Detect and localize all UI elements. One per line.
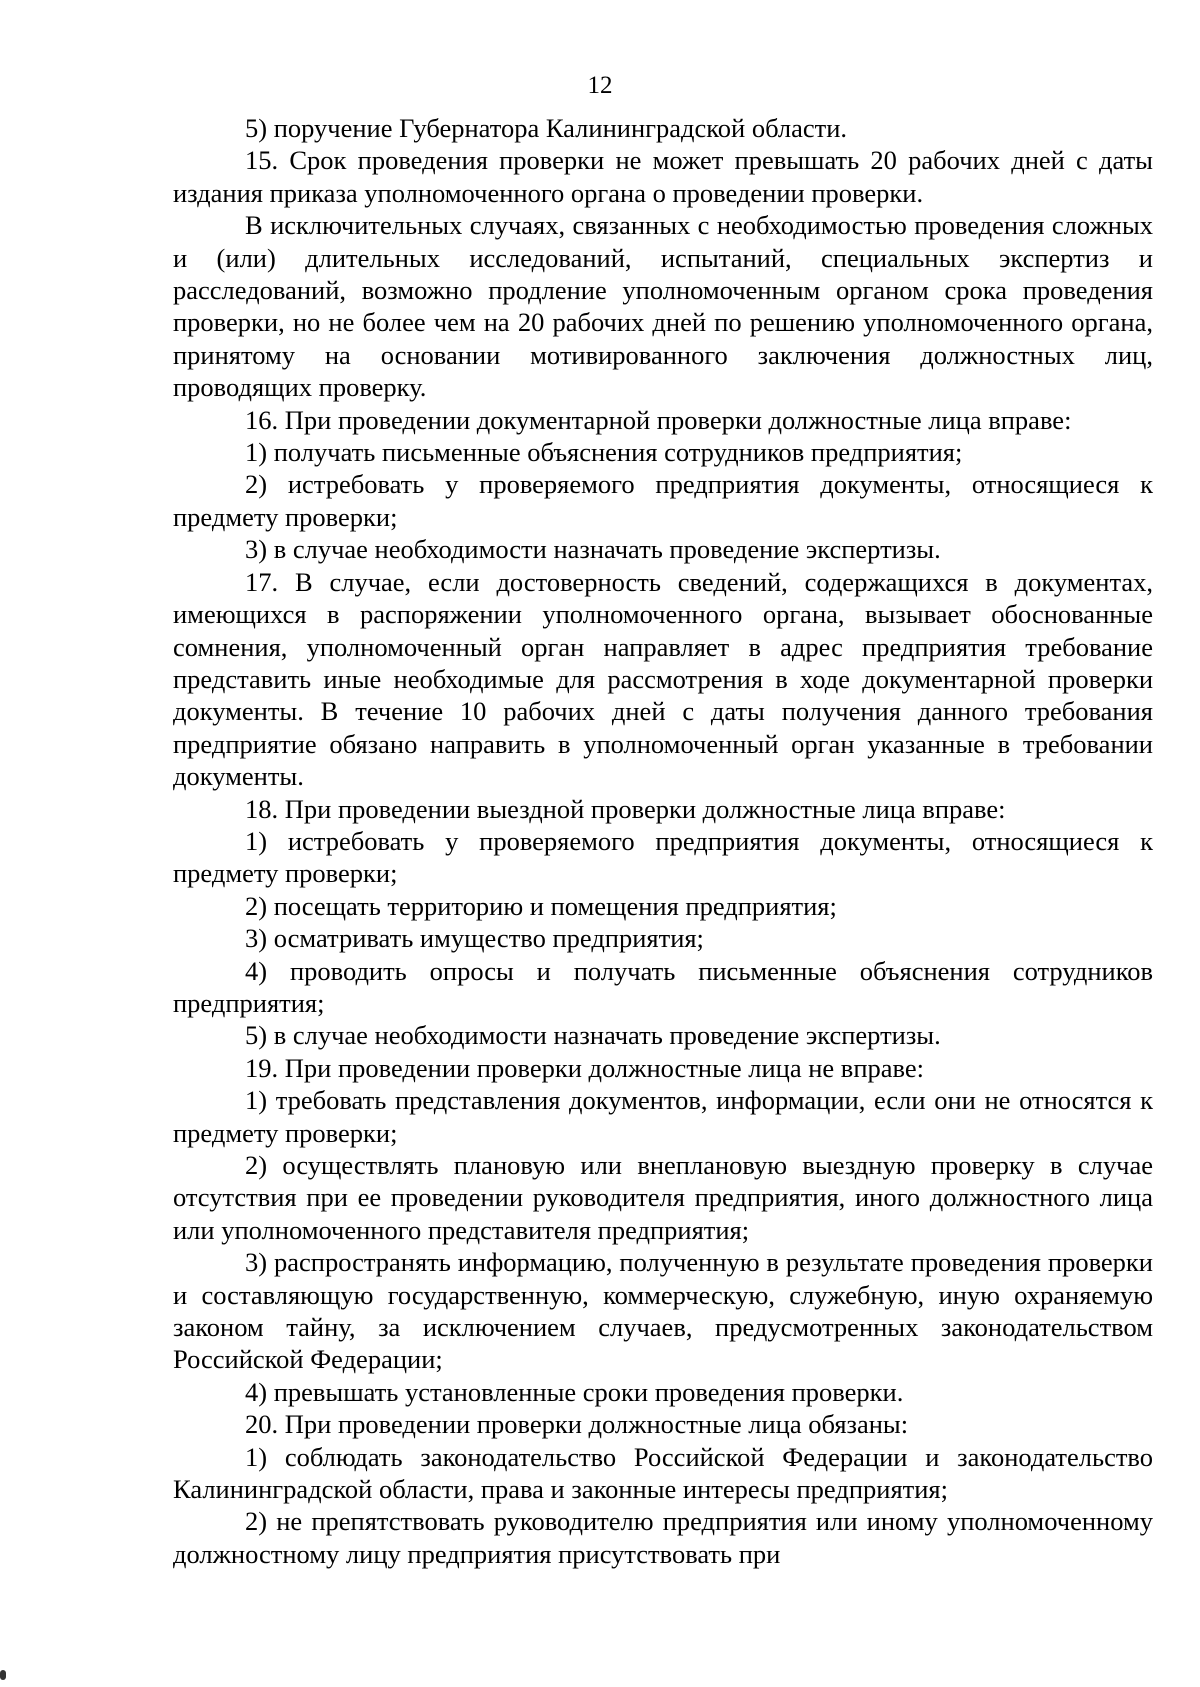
paragraph: 5) поручение Губернатора Калининградской области. [245, 113, 848, 143]
paragraph: 1) получать письменные объяснения сотрудников предприятия; [245, 437, 963, 468]
paragraph: 19. При проведении проверки должностные лица не вправе: [245, 1052, 924, 1083]
paragraph: 4) превышать установленные сроки проведения проверки. [245, 1376, 904, 1407]
paragraph: 2) истребовать у проверяемого предприятия документы, относящиеся к предмету проверки; [173, 469, 1153, 532]
paragraph: 2) осуществлять плановую или внеплановую выездную проверку в случае отсутствия при ее проведении руководителя предприятия, иного должностного лица или уполномоченного представителя предприятия; [173, 1150, 1153, 1245]
paragraph: 4) проводить опросы и получать письменные объяснения сотрудников предприятия; [173, 955, 1153, 1018]
paragraph: 18. При проведении выездной проверки должностные лица вправе: [245, 793, 1006, 824]
paragraph: 2) посещать территорию и помещения предприятия; [245, 890, 837, 921]
paragraph: 5) в случае необходимости назначать проведение экспертизы. [245, 1020, 941, 1051]
paragraph: 2) не препятствовать руководителю предприятия или иному уполномоченному должностному лицу предприятия присутствовать при [173, 1506, 1153, 1569]
paragraph: 3) распространять информацию, полученную в результате проведения проверки и составляющую государственную, коммерческую, служебную, иную охраняемую законом тайну, за исключением случаев, предусмотренных законодательством Российской Федерации; [173, 1247, 1153, 1375]
paragraph: 20. При проведении проверки должностные лица обязаны: [245, 1409, 909, 1440]
paragraph: 17. В случае, если достоверность сведений, содержащихся в документах, имеющихся в распоряжении уполномоченного органа, вызывает обоснованные сомнения, уполномоченный орган направляет в адрес предприятия требование представить иные необходимые для рассмотрения в ходе документарной проверки документы. В течение 10 рабочих дней с даты получения данного требования предприятие обязано направить в уполномоченный орган указанные в требовании документы. [173, 566, 1153, 792]
paragraph: 1) соблюдать законодательство Российской Федерации и законодательство Калининградской области, права и законные интересы предприятия; [173, 1441, 1153, 1505]
paragraph: 3) в случае необходимости назначать проведение экспертизы. [245, 534, 941, 565]
paragraph: 1) требовать представления документов, информации, если они не относятся к предмету проверки; [173, 1085, 1153, 1148]
paragraph: В исключительных случаях, связанных с необходимостью проведения сложных и (или) длительных исследований, испытаний, специальных экспертиз и расследований, возможно продление уполномоченным органом срока проведения проверки, но не более чем на 20 рабочих дней по решению уполномоченного органа, принятому на основании мотивированного заключения должностных лиц, проводящих проверку. [173, 210, 1153, 403]
paragraph: 16. При проведении документарной проверки должностные лица вправе: [245, 404, 1072, 435]
paragraph: 15. Срок проведения проверки не может превышать 20 рабочих дней с даты издания приказа уполномоченного органа о проведении проверки. [173, 145, 1153, 208]
scan-edge-mark [0, 1670, 6, 1680]
page-number: 12 [587, 72, 613, 99]
paragraph: 1) истребовать у проверяемого предприятия документы, относящиеся к предмету проверки; [173, 825, 1153, 889]
document-body [173, 112, 1153, 1570]
paragraph: 3) осматривать имущество предприятия; [245, 923, 704, 954]
